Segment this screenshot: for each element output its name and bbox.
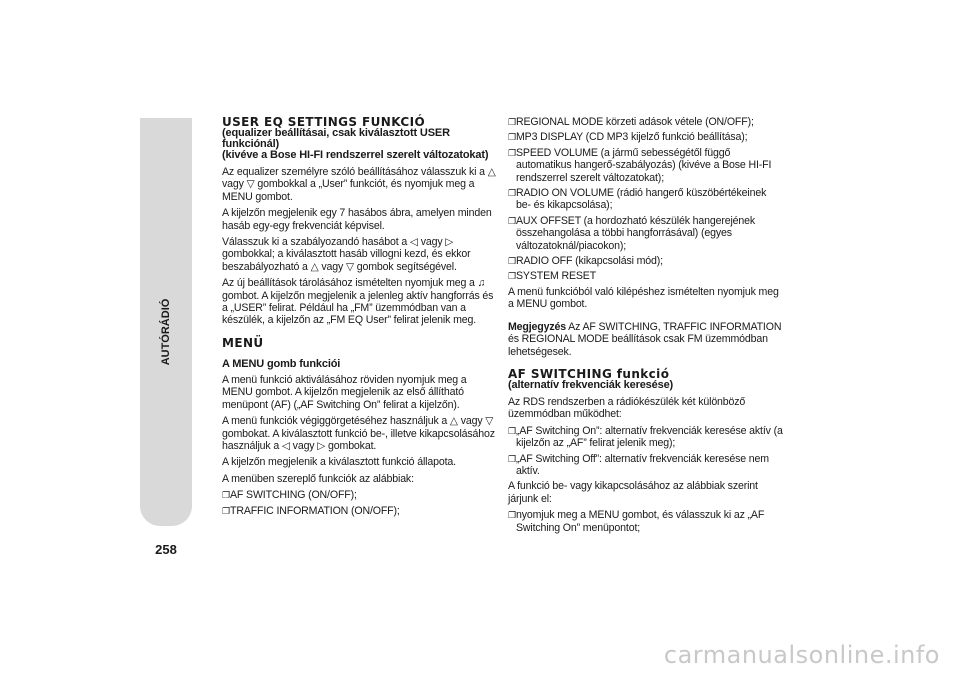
list-item: ❐ AF SWITCHING (ON/OFF); bbox=[222, 489, 357, 502]
list-item: ❐ REGIONAL MODE körzeti adások vétele (ON/OFF); bbox=[508, 116, 754, 128]
checkbox-bullet-icon: ❐ bbox=[222, 490, 230, 501]
checkbox-bullet-icon: ❐ bbox=[508, 425, 516, 436]
checkbox-bullet-icon: ❐ bbox=[222, 505, 230, 516]
paragraph: A kijelzőn megjelenik a kiválasztott funkció állapota. bbox=[222, 456, 456, 469]
left-column bbox=[222, 116, 498, 520]
paragraph: A funkció be- vagy kikapcsolásához az alábbiak szerint járjunk el: bbox=[508, 480, 758, 505]
list-item: ❐ SYSTEM RESET bbox=[508, 270, 597, 283]
paragraph: A menü funkció aktiválásához röviden nyomjuk meg a MENU gombot. A kijelzőn megjelenik az első állítható menüpont (AF) („AF Switching On” felirat a kijelzőn). bbox=[222, 373, 467, 411]
user-eq-subheading-2: funkciónál) bbox=[222, 138, 280, 150]
paragraph: Válasszuk ki a szabályozandó hasábot a ◁ vagy ▷ gombokkal; a kiválasztott hasáb villogni kezd, és ekkor beszabályozható a △ vagy ▽ gombok segítségével. bbox=[222, 236, 471, 273]
checkbox-bullet-icon: ❐ bbox=[508, 256, 516, 267]
paragraph: A menüben szereplő funkciók az alábbiak: bbox=[222, 472, 414, 485]
list-item: ❐ RADIO ON VOLUME (rádió hangerő küszöbértékeinek be- és kikapcsolása); bbox=[508, 187, 767, 212]
checkbox-bullet-icon: ❐ bbox=[508, 188, 516, 199]
watermark: carmanualsonline.info bbox=[663, 641, 940, 669]
list-item: ❐ RADIO OFF (kikapcsolási mód); bbox=[508, 255, 663, 268]
af-switching-heading: AF SWITCHING funkció bbox=[508, 366, 670, 381]
list-item: ❐ SPEED VOLUME (a jármű sebességétől függő automatikus hangerő-szabályozás) (kivéve a Bose HI-FI rendszerrel szerelt változatokat); bbox=[508, 146, 772, 184]
paragraph: A kijelzőn megjelenik egy 7 hasábos ábra, amelyen minden hasáb egy-egy frekvenciát képvisel. bbox=[222, 207, 492, 232]
list-item: ❐ TRAFFIC INFORMATION (ON/OFF); bbox=[222, 504, 400, 517]
list-item: ❐ „AF Switching On”: alternatív frekvenciák keresése aktív (a kijelzőn az „AF” felirat jelenik meg); bbox=[508, 424, 783, 450]
list-item: ❐ „AF Switching Off”: alternatív frekvenciák keresése nem aktív. bbox=[508, 452, 769, 477]
page-number: 258 bbox=[155, 542, 177, 557]
checkbox-bullet-icon: ❐ bbox=[508, 271, 516, 282]
user-eq-heading: USER EQ SETTINGS FUNKCIÓ bbox=[222, 115, 426, 129]
note-text: Az AF SWITCHING, TRAFFIC INFORMATION és REGIONAL MODE beállítások csak FM üzemmódban lehetségesek. bbox=[508, 320, 782, 358]
list-item: ❐ nyomjuk meg a MENU gombot, és válasszuk ki az „AF Switching On” menüpontot; bbox=[508, 509, 765, 534]
menu-heading: MENÜ bbox=[222, 335, 264, 350]
list-item: ❐ MP3 DISPLAY (CD MP3 kijelző funkció beállítása); bbox=[508, 131, 748, 144]
list-item: ❐ AUX OFFSET (a hordozható készülék hangerejének összehangolása a többi hangforrásával) (egyes változatoknál/piacokon); bbox=[508, 214, 756, 252]
note-label: Megjegyzés bbox=[508, 320, 566, 333]
checkbox-bullet-icon: ❐ bbox=[508, 215, 516, 226]
checkbox-bullet-icon: ❐ bbox=[508, 510, 516, 521]
af-switching-subheading: (alternatív frekvenciák keresése) bbox=[508, 378, 674, 391]
note-paragraph bbox=[508, 321, 783, 358]
user-eq-subheading-1: (equalizer beállításai, csak kiválasztott USER bbox=[222, 127, 450, 139]
paragraph: Az RDS rendszerben a rádiókészülék két különböző üzemmódban működhet: bbox=[508, 395, 746, 421]
paragraph: Az equalizer személyre szóló beállításához válasszuk ki a △ vagy ▽ gombokkal a „User” funkciót, és nyomjuk meg a MENU gombot. bbox=[222, 166, 496, 203]
checkbox-bullet-icon: ❐ bbox=[508, 117, 516, 127]
checkbox-bullet-icon: ❐ bbox=[508, 453, 516, 464]
checkbox-bullet-icon: ❐ bbox=[508, 147, 516, 158]
paragraph: A menü funkcióból való kilépéshez ismételten nyomjuk meg a MENU gombot. bbox=[508, 285, 779, 311]
section-label: AUTÓRÁDIÓ bbox=[160, 298, 172, 366]
paragraph: Az új beállítások tárolásához ismételten nyomjuk meg a ♫ gombot. A kijelzőn megjelenik a jelenleg aktív hangforrás és a „USER” felirat. Például ha „FM” üzemmódban van a készülék, a kijelzőn az „FM EQ User” felirat jelenik meg. bbox=[222, 277, 494, 327]
user-eq-subheading-3: (kivéve a Bose HI-FI rendszerrel szerelt változatokat) bbox=[222, 149, 489, 161]
paragraph: A menü funkciók végiggörgetéséhez használjuk a △ vagy ▽ gombokat. A kiválasztott funkció be-, illetve kikapcsolásához használjuk a ◁ vagy ▷ gombokat. bbox=[222, 415, 495, 452]
right-column bbox=[508, 116, 783, 537]
checkbox-bullet-icon: ❐ bbox=[508, 132, 516, 143]
menu-subheading: A MENU gomb funkciói bbox=[222, 357, 341, 370]
